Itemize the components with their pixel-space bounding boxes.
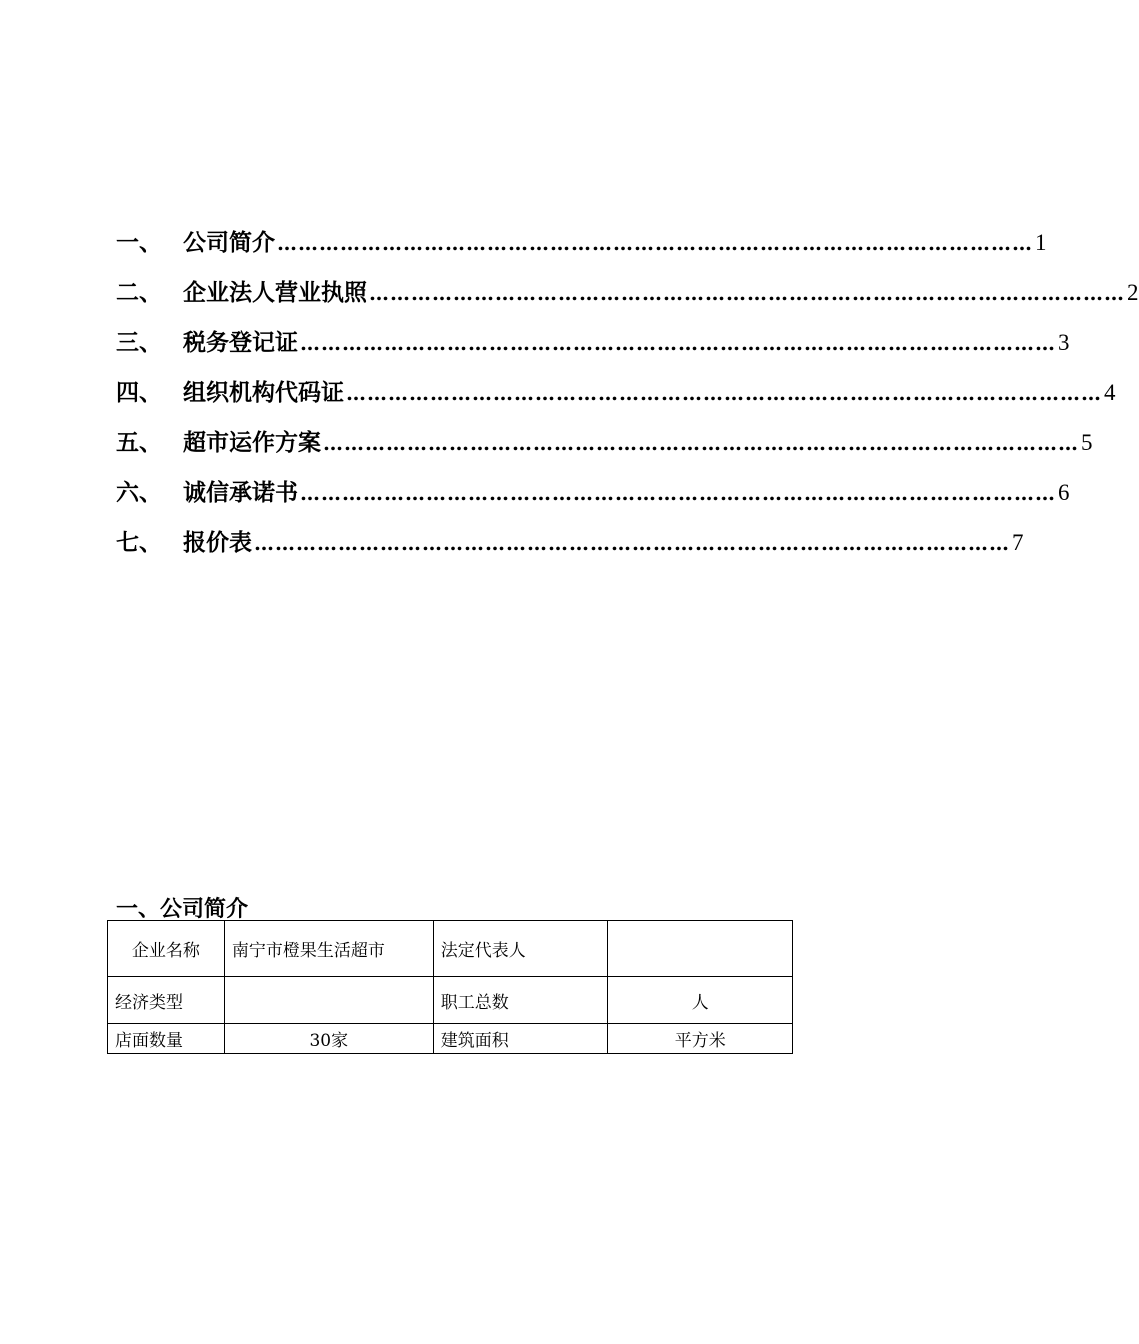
toc-title: 诚信承诺书 — [183, 479, 298, 506]
toc-number: 四、 — [116, 379, 162, 406]
table-cell[interactable] — [608, 921, 793, 977]
table-cell: 店面数量 — [108, 1024, 225, 1054]
toc-page-number: 5 — [1081, 430, 1093, 455]
toc-number: 七、 — [116, 529, 162, 556]
toc-page-number: 7 — [1012, 530, 1024, 555]
toc-title: 超市运作方案 — [183, 429, 321, 456]
table-row — [108, 921, 793, 977]
toc-title: 企业法人营业执照 — [183, 279, 367, 306]
toc-number: 一、 — [116, 229, 162, 256]
toc-title: 组织机构代码证 — [183, 379, 344, 406]
toc-title: 公司简介 — [183, 229, 275, 256]
table-cell[interactable]: 南宁市橙果生活超市 — [224, 921, 433, 977]
toc-page-number: 6 — [1058, 480, 1070, 505]
toc-leader: ……………………………………………………………………………………………… — [277, 231, 1033, 255]
table-of-contents — [116, 224, 1139, 574]
toc-number: 六、 — [116, 479, 162, 506]
toc-page-number: 2 — [1127, 280, 1139, 305]
toc-leader: ……………………………………………………………………………………………… — [369, 281, 1125, 305]
table-cell[interactable] — [224, 977, 433, 1024]
table-cell: 建筑面积 — [433, 1024, 608, 1054]
toc-leader: ……………………………………………………………………………………………… — [254, 531, 1010, 555]
toc-leader: ……………………………………………………………………………………………… — [300, 331, 1056, 355]
toc-entry[interactable] — [116, 524, 1024, 574]
toc-leader: ……………………………………………………………………………………………… — [300, 481, 1056, 505]
toc-page-number: 3 — [1058, 330, 1070, 355]
toc-title: 报价表 — [183, 529, 252, 556]
toc-entry[interactable] — [116, 474, 1070, 524]
toc-number: 五、 — [116, 429, 162, 456]
table-cell: 经济类型 — [108, 977, 225, 1024]
toc-leader: ……………………………………………………………………………………………… — [323, 431, 1079, 455]
toc-page-number: 4 — [1104, 380, 1116, 405]
toc-number: 三、 — [116, 329, 162, 356]
section-heading: 一、公司简介 — [116, 896, 249, 922]
toc-entry[interactable] — [116, 424, 1093, 474]
table-row — [108, 977, 793, 1024]
table-cell[interactable]: 30家 — [224, 1024, 433, 1054]
toc-entry[interactable] — [116, 224, 1047, 274]
company-info-table — [107, 920, 793, 1054]
toc-leader: ……………………………………………………………………………………………… — [346, 381, 1102, 405]
table-cell: 企业名称 — [108, 921, 225, 977]
table-cell: 职工总数 — [433, 977, 608, 1024]
toc-entry[interactable] — [116, 374, 1116, 424]
toc-entry[interactable] — [116, 324, 1070, 374]
table-cell[interactable]: 人 — [608, 977, 793, 1024]
table-cell[interactable]: 平方米 — [608, 1024, 793, 1054]
toc-title: 税务登记证 — [183, 329, 298, 356]
toc-entry[interactable] — [116, 274, 1139, 324]
table-cell: 法定代表人 — [433, 921, 608, 977]
table-row — [108, 1024, 793, 1054]
toc-number: 二、 — [116, 279, 162, 306]
toc-page-number: 1 — [1035, 230, 1047, 255]
